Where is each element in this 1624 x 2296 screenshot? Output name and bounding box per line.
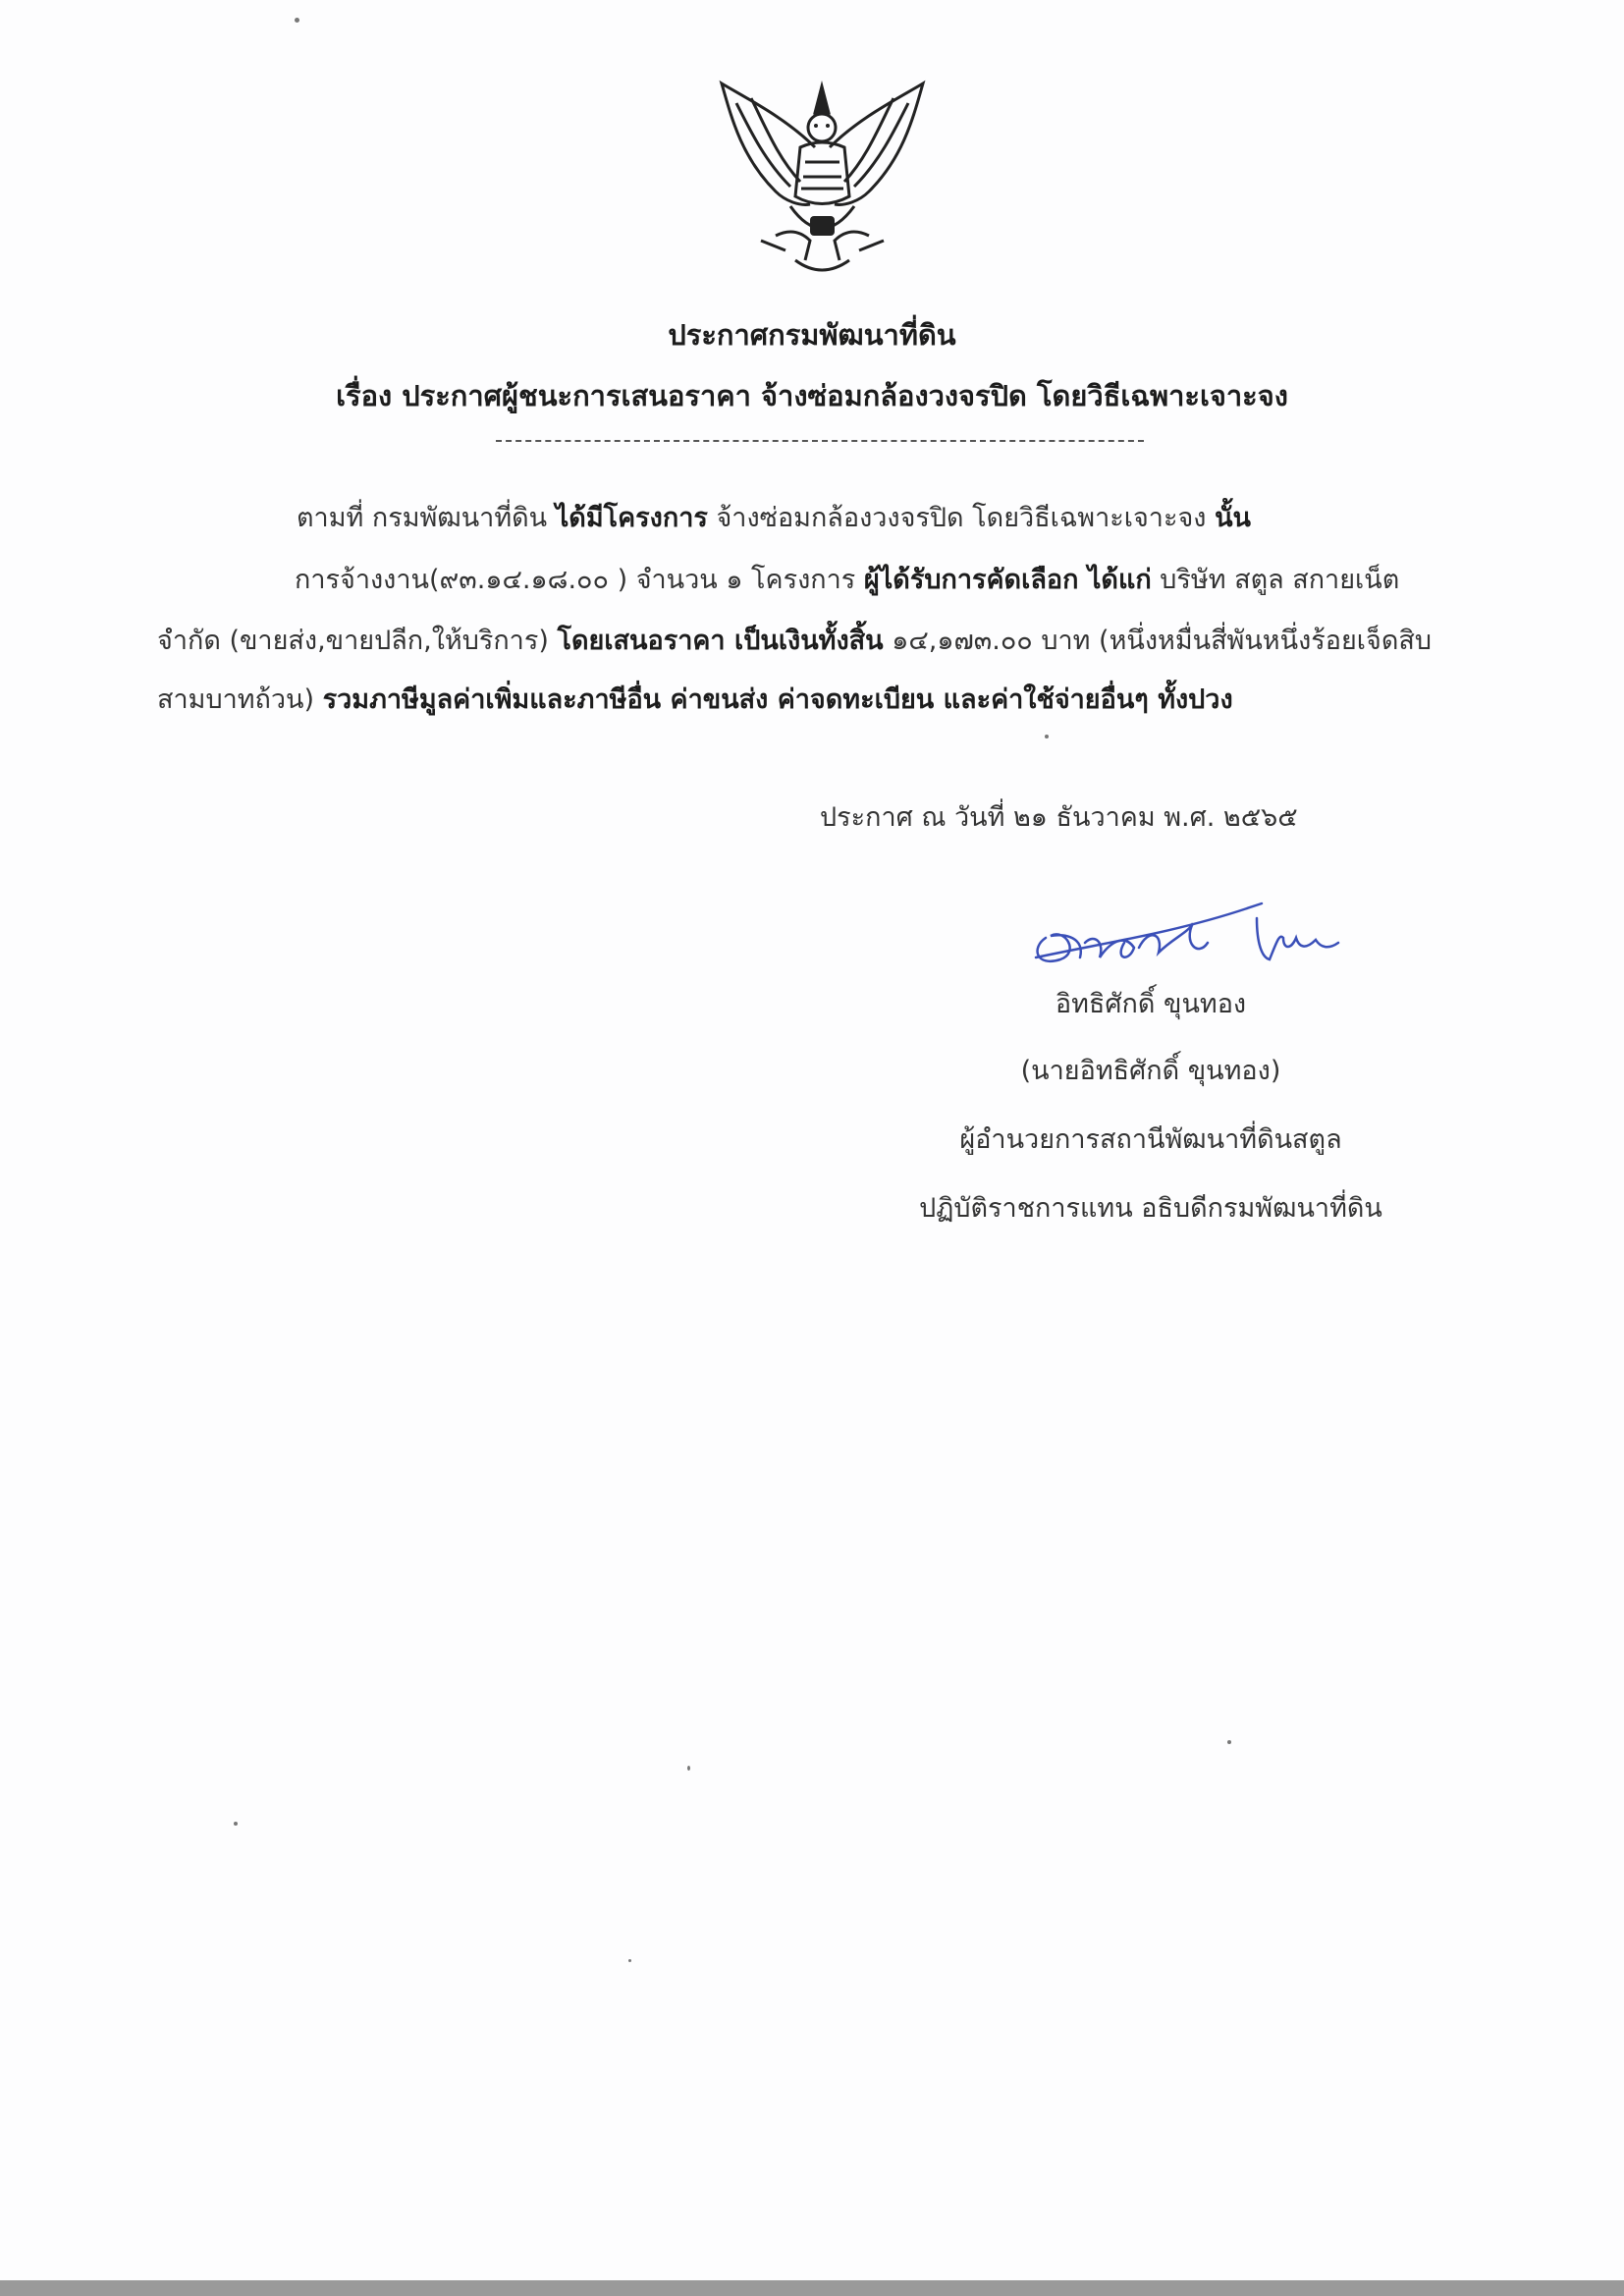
p3-bold: โดยเสนอราคา เป็นเงินทั้งสิ้น <box>557 626 884 656</box>
body-paragraph-line-2 <box>295 558 1399 600</box>
scan-speck <box>1045 735 1049 738</box>
scan-speck <box>295 18 299 23</box>
document-subject: เรื่อง ประกาศผู้ชนะการเสนอราคา จ้างซ่อมกล้องวงจรปิด โดยวิธีเฉพาะเจาะจง <box>336 379 1288 412</box>
handwritten-signature <box>1026 889 1360 982</box>
p3-tail: ๑๔,๑๗๓.๐๐ บาท (หนึ่งหมื่นสี่พันหนึ่งร้อยเจ็ดสิบ <box>883 626 1432 656</box>
p4-bold: รวมภาษีมูลค่าเพิ่มและภาษีอื่น ค่าขนส่ง ค่าจดทะเบียน และค่าใช้จ่ายอื่นๆ ทั้งปวง <box>322 684 1233 715</box>
signatory-full-name: (นายอิทธิศักดิ์ ขุนทอง) <box>1020 1056 1281 1086</box>
signatory-acting: ปฏิบัติราชการแทน อธิบดีกรมพัฒนาที่ดิน <box>919 1193 1382 1224</box>
scan-speck <box>1227 1740 1231 1744</box>
p2-lead: การจ้างงาน(๙๓.๑๔.๑๘.๐๐ ) จำนวน ๑ โครงการ <box>295 565 864 595</box>
body-paragraph-line-4 <box>157 678 1233 720</box>
announcement-date: ประกาศ ณ วันที่ ๒๑ ธันวาคม พ.ศ. ๒๕๖๕ <box>820 802 1298 833</box>
body-paragraph-line-1 <box>297 496 1251 538</box>
signatory-signed-name: อิทธิศักดิ์ ขุนทอง <box>1055 989 1247 1019</box>
garuda-emblem-icon <box>717 79 928 290</box>
scan-bottom-edge <box>0 2280 1624 2296</box>
p1-lead: ตามที่ กรมพัฒนาที่ดิน <box>297 503 556 533</box>
scan-speck <box>687 1766 690 1771</box>
p2-tail: บริษัท สตูล สกายเน็ต <box>1151 565 1400 595</box>
p1-tail: จ้างซ่อมกล้องวงจรปิด โดยวิธีเฉพาะเจาะจง <box>707 503 1216 533</box>
scan-speck <box>628 1959 631 1962</box>
scan-speck <box>234 1822 238 1826</box>
signatory-position: ผู้อำนวยการสถานีพัฒนาที่ดินสตูล <box>959 1124 1342 1155</box>
body-paragraph-line-3 <box>157 619 1432 661</box>
p1-end: นั้น <box>1215 503 1251 533</box>
p1-bold: ได้มีโครงการ <box>555 503 708 533</box>
p3-lead: จำกัด (ขายส่ง,ขายปลีก,ให้บริการ) <box>157 626 558 656</box>
document-title: ประกาศกรมพัฒนาที่ดิน <box>668 318 956 352</box>
divider-line <box>496 440 1144 442</box>
p4-lead: สามบาทถ้วน) <box>157 684 323 715</box>
p2-bold: ผู้ได้รับการคัดเลือก ได้แก่ <box>863 565 1152 595</box>
